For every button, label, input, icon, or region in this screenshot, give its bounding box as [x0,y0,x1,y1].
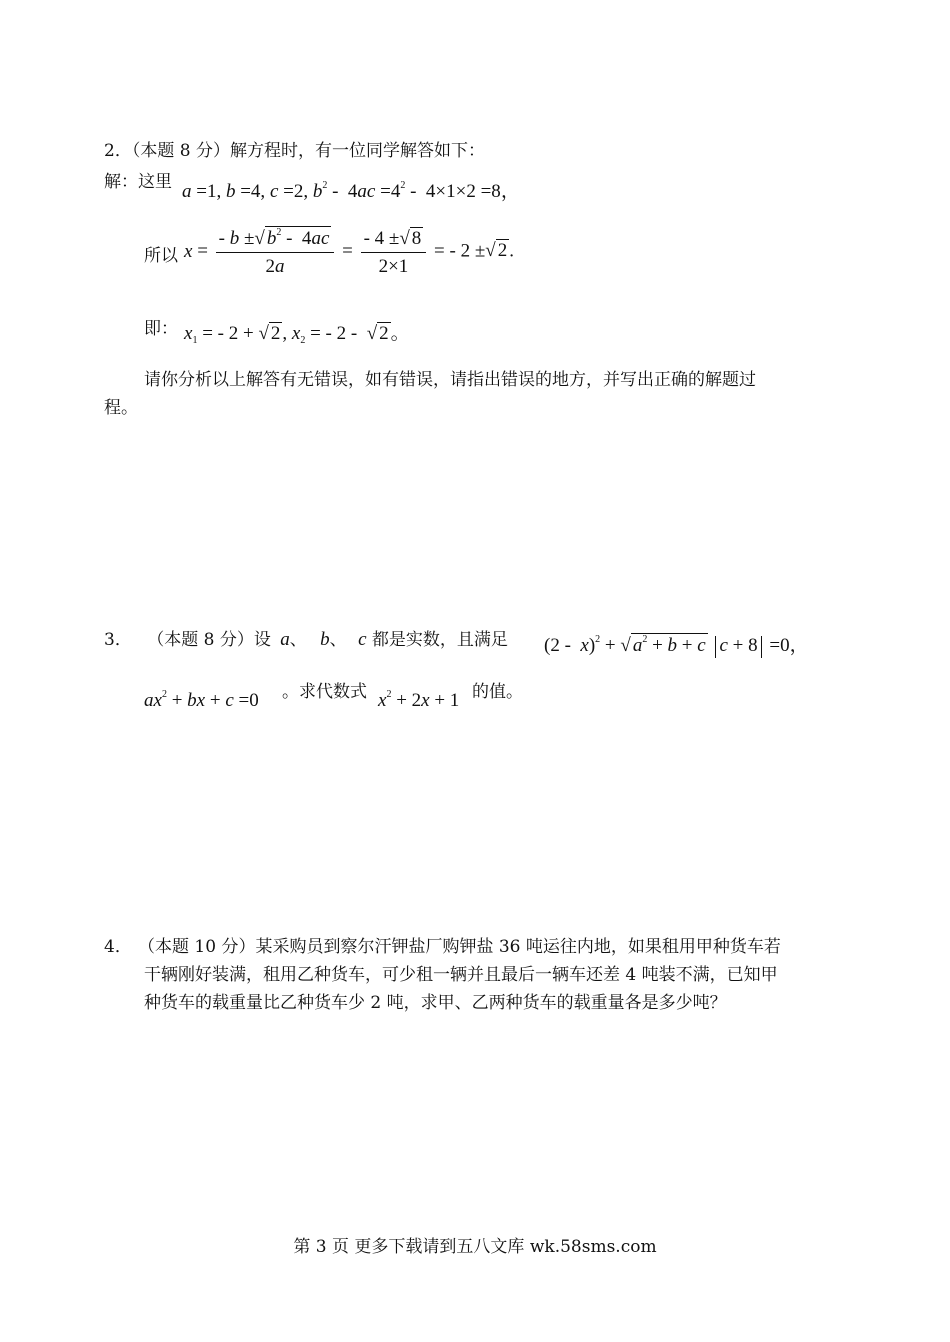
q3-equation: $ax^2$ + bx + c =0 [144,689,259,711]
q2-header [104,136,485,161]
q2-number: 2． [104,141,132,161]
q4-line1: （本题 10 分）某采购员到察尔汗钾盐厂购钾盐 36 吨运往内地，如果租用甲种货车若 [138,937,781,957]
q3-sep2: 、 [329,630,347,650]
q2-comma: ， [500,181,520,202]
q2-period: 。 [390,323,410,344]
page-footer: 第 3 页 更多下载请到五八文库 wk.58sms.com [293,1237,657,1257]
q2-ie-label: 即： [144,319,178,339]
q3-var-b: b [320,629,330,650]
q2-solution-label: 解：这里 [104,172,172,192]
q2-title: （本题 8 分）解方程时，有一位同学解答如下： [131,141,485,161]
q2-solution-line [104,167,172,192]
q3-comma: ， [789,635,809,656]
q3-expression: $x^2 + 2x + 1$ [378,689,460,711]
q2-fraction-numeric: $\frac{- 4 \pm√ 8}{2\times 1}$ [361,227,427,278]
q3-title: （本题 8 分）设 [147,630,271,650]
q2-root-formula: x = $\frac{- b \pm√ b^2 - 4ac}{2a}$ = $\frac{- 4 \pm√ 8}{2\times 1}$ = - 2 ±√ 2 . [184,227,514,277]
q2-discriminant-formula: a =1, b =4, c =2, $b^2 - 4ac =4^2 - 4\times 1\times 2 =8$， [182,180,520,202]
q3-tail-text: 的值。 [472,682,523,702]
q3-var-a: a [280,629,290,650]
q2-instruction: 请你分析以上解答有无错误，如有错误，请指出错误的地方，并写出正确的解题过 [144,370,756,390]
q3-eq-end-text: 。求代数式 [282,682,367,702]
q4-line3: 种货车的载重量比乙种货车少 2 吨，求甲、乙两种货车的载重量各是多少吨？ [144,993,727,1013]
q2-instruction-end: 程。 [104,398,138,418]
q3-var-c: c [358,629,367,650]
q2-so-label: 所以 [144,246,178,266]
q3-header [104,625,508,651]
q3-sep1: 、 [289,630,307,650]
q4-line2: 干辆刚好装满，租用乙种货车，可少租一辆并且最后一辆车还差 4 吨装不满，已知甲 [144,965,778,985]
q2-roots: $x_1$ = - 2 + √ 2 , $x_2$ = - 2 - √ 2 。 [184,323,410,346]
q2-fraction-general: $\frac{- b \pm√ b^2 - 4ac}{2a}$ [216,226,335,278]
q3-condition-formula: (2 - x)$^2$ + √ $a^2 + b + c$ c + 8 =0， [544,634,809,656]
q3-mid-text: 都是实数，且满足 [371,630,508,650]
q3-number: 3． [104,630,132,650]
q4-number: 4． [104,937,132,957]
